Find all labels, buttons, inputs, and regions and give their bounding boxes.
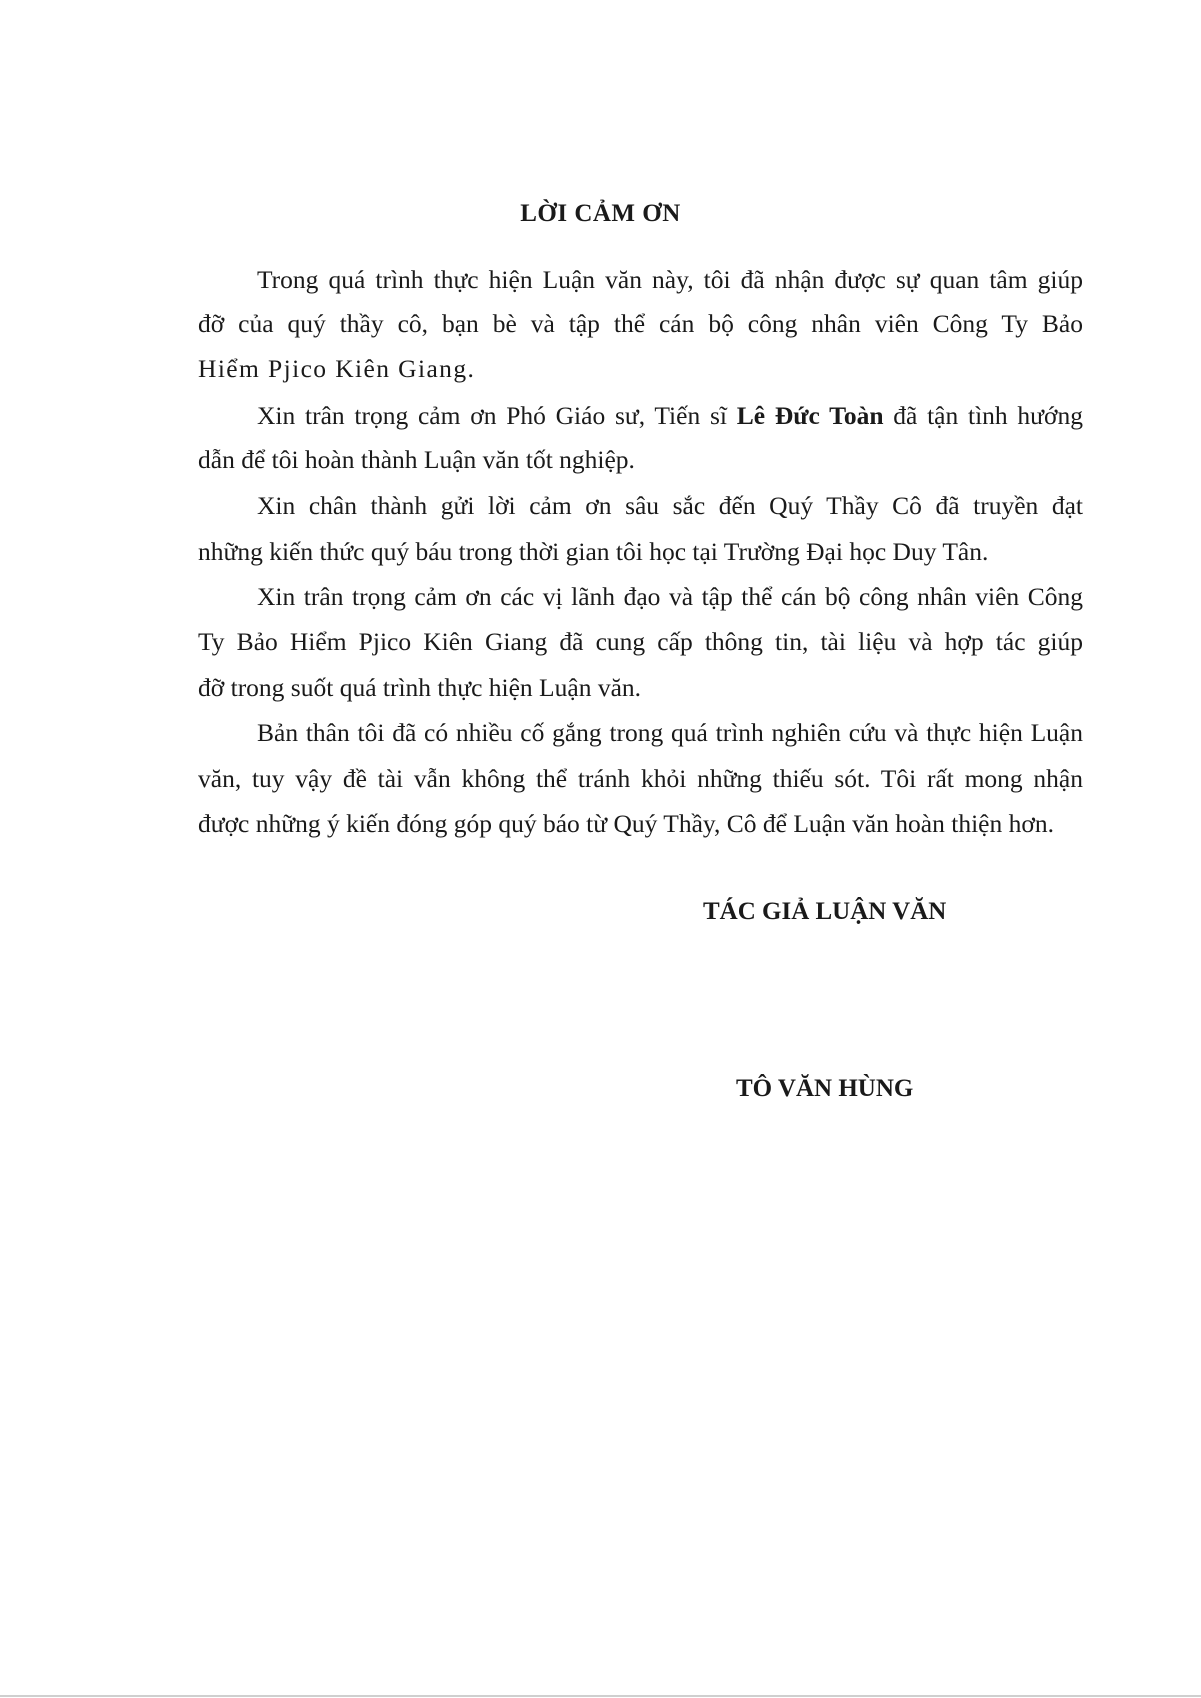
paragraph-4-line-1: Xin trân trọng cảm ơn các vị lãnh đạo và tập thể cán bộ công nhân viên Công: [257, 582, 1083, 611]
paragraph-2-text-post: đã tận tình hướng: [883, 401, 1083, 430]
paragraph-1-line-3: Hiểm Pjico Kiên Giang.: [198, 354, 476, 383]
paragraph-2-text-pre: Xin trân trọng cảm ơn Phó Giáo sư, Tiến sĩ: [257, 401, 737, 430]
paragraph-2-line-1: [257, 401, 1083, 431]
paragraph-3-line-1: Xin chân thành gửi lời cảm ơn sâu sắc đến Quý Thầy Cô đã truyền đạt: [257, 491, 1083, 520]
page-title: LỜI CẢM ƠN: [520, 200, 681, 227]
paragraph-5-line-1: Bản thân tôi đã có nhiều cố gắng trong quá trình nghiên cứu và thực hiện Luận: [257, 718, 1083, 747]
signature-role: TÁC GIẢ LUẬN VĂN: [703, 898, 947, 925]
signature-name: TÔ VĂN HÙNG: [736, 1075, 914, 1102]
paragraph-4-line-2: Ty Bảo Hiểm Pjico Kiên Giang đã cung cấp thông tin, tài liệu và hợp tác giúp: [198, 627, 1083, 656]
paragraph-4-line-3: đỡ trong suốt quá trình thực hiện Luận văn.: [198, 673, 642, 702]
paragraph-1-line-2: đỡ của quý thầy cô, bạn bè và tập thể cán bộ công nhân viên Công Ty Bảo: [198, 309, 1083, 338]
paragraph-1-line-1: Trong quá trình thực hiện Luận văn này, tôi đã nhận được sự quan tâm giúp: [257, 265, 1083, 294]
paragraph-3-line-2: những kiến thức quý báu trong thời gian tôi học tại Trường Đại học Duy Tân.: [198, 537, 989, 566]
paragraph-5-line-3: được những ý kiến đóng góp quý báo từ Quý Thầy, Cô để Luận văn hoàn thiện hơn.: [198, 809, 1054, 838]
page-bottom-edge: [0, 1695, 1201, 1697]
paragraph-5-line-2: văn, tuy vậy đề tài vẫn không thể tránh khỏi những thiếu sót. Tôi rất mong nhận: [198, 764, 1083, 793]
paragraph-2-line-2: dẫn để tôi hoàn thành Luận văn tốt nghiệp.: [198, 445, 635, 474]
advisor-name: Lê Đức Toàn: [736, 401, 884, 430]
